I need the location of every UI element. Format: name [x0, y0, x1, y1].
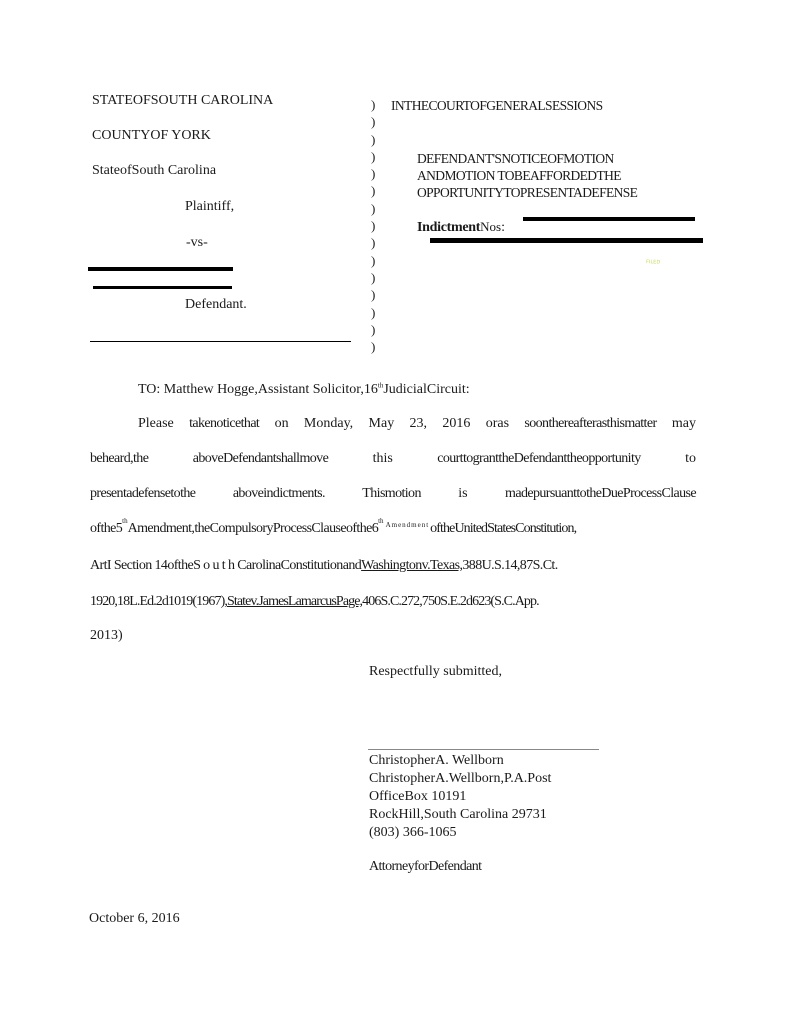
body-line-4-small: Amendment [385, 521, 430, 529]
body-word: to [685, 451, 696, 466]
caption-underline [90, 341, 351, 342]
body-line-4-c: oftheUnitedStatesConstitution, [430, 521, 577, 536]
signature-city: RockHill,South Carolina 29731 [369, 807, 547, 822]
body-line-1 [90, 416, 696, 432]
signature-role: AttorneyforDefendant [369, 859, 482, 874]
to-line [138, 382, 470, 398]
body-word: 23, [409, 416, 428, 431]
body-line-4-sup1: th [122, 517, 128, 525]
closing-text: Respectfully submitted, [369, 664, 502, 679]
signature-phone: (803) 366-1065 [369, 825, 457, 840]
body-line-6-a: 1920,18L.Ed.2d1019(1967), [90, 594, 227, 609]
body-word: aboveindictments. [232, 486, 325, 501]
caption-plaintiff-name: StateofSouth Carolina [92, 163, 217, 178]
body-word: oras [485, 416, 510, 431]
body-word: courttogranttheDefendanttheopportunity [437, 451, 641, 466]
signature-name: ChristopherA. Wellborn [369, 753, 504, 768]
body-line-6 [90, 594, 696, 610]
filing-stamp: FILED [645, 259, 661, 266]
to-line-sup: th [377, 381, 384, 390]
body-word: aboveDefendantshallmove [192, 451, 329, 466]
caption-defendant-label: Defendant. [185, 297, 247, 312]
signature-block [369, 752, 551, 876]
caption-county: COUNTYOF YORK [92, 128, 211, 143]
body-line-4-sup2: th [378, 517, 384, 525]
body-word: madepursuanttotheDueProcessClause [505, 486, 696, 501]
body-word: beheard,the [90, 451, 149, 466]
body-word: Thismotion [362, 486, 421, 501]
body-line-4 [90, 517, 696, 537]
caption-versus: -vs- [186, 235, 208, 250]
redaction-defendant-name-2 [93, 286, 232, 289]
motion-title-line-1: DEFENDANT'SNOTICEOFMOTION [417, 151, 614, 166]
to-line-prefix: TO: Matthew Hogge,Assistant Solicitor,16 [138, 382, 378, 397]
caption-parens: ) ) ) ) ) ) ) ) ) ) ) ) ) ) ) [371, 97, 376, 355]
body-word: may [671, 416, 696, 431]
body-word: 2016 [442, 416, 471, 431]
body-word: Monday, [303, 416, 354, 431]
body-line-4-b: Amendment,theCompulsoryProcessClauseofthe6 [127, 521, 379, 536]
signature-line [368, 749, 599, 750]
caption-state: STATEOFSOUTH CAROLINA [92, 93, 274, 108]
body-line-4-a: ofthe5 [90, 521, 123, 536]
body-word: takenoticethat [189, 416, 260, 431]
body-line-7: 2013) [90, 628, 123, 643]
body-word: is [458, 486, 468, 501]
body-word: soonthereafterasthismatter [524, 416, 657, 431]
body-word: this [372, 451, 393, 466]
body-line-3 [90, 486, 696, 502]
signature-firm: ChristopherA.Wellborn,P.A.Post [369, 771, 552, 786]
body-word: May [368, 416, 395, 431]
court-name: INTHECOURTOFGENERALSESSIONS [391, 98, 603, 113]
motion-title-line-2: ANDMOTION TOBEAFFORDEDTHE [417, 168, 621, 183]
body-line-2 [90, 451, 696, 467]
indictment-colon: : [501, 220, 505, 235]
indictment-nos: Nos [480, 219, 502, 234]
indictment-label [417, 219, 505, 236]
redaction-indictment-2 [430, 238, 703, 243]
body-word: Please [138, 416, 174, 431]
body-word: on [274, 416, 289, 431]
motion-title-line-3: OPPORTUNITYTOPRESENTADEFENSE [417, 185, 638, 200]
to-line-suffix: JudicialCircuit: [383, 382, 470, 397]
redaction-indictment-1 [523, 217, 695, 221]
body-line-6-b: 406S.C.272,750S.E.2d623(S.C.App. [362, 594, 539, 609]
document-date: October 6, 2016 [89, 911, 180, 926]
body-line-5 [90, 558, 696, 574]
body-line-5-a: ArtI Section 14oftheS o u t h CarolinaConstitutionand [90, 558, 362, 573]
caption-plaintiff-label: Plaintiff, [185, 199, 235, 214]
redaction-defendant-name-1 [88, 267, 233, 271]
body-word: presentadefensetothe [90, 486, 196, 501]
body-line-5-b: 388U.S.14,87S.Ct. [462, 558, 558, 573]
case-citation-page: Statev.JamesLamarcusPage, [226, 594, 363, 609]
signature-box: OfficeBox 10191 [369, 789, 467, 804]
case-citation-washington: Washingtonv.Texas, [361, 558, 463, 573]
indictment-bold: Indictment [417, 220, 481, 235]
